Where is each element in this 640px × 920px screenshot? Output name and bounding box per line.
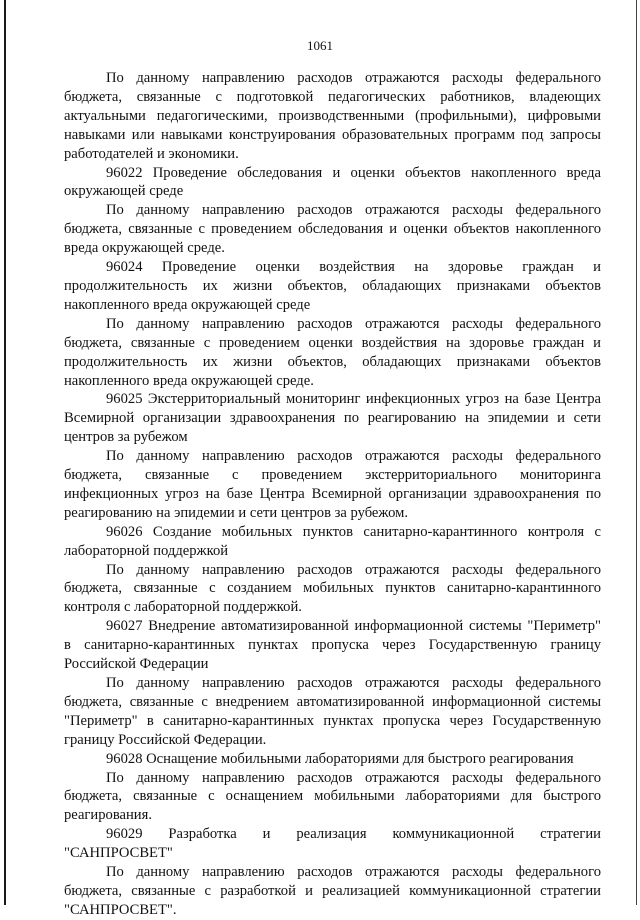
paragraph-expense-code-heading: 96028 Оснащение мобильными лабораториями для быстрого реагирования (106, 750, 574, 767)
paragraph-expense-description: По данному направлению расходов отражаются расходы федерального бюджета, связанные с разработкой и реализацией коммуникационной стратегии "САНПРОСВЕТ". (64, 864, 601, 918)
paragraph-expense-description: По данному направлению расходов отражаются расходы федерального бюджета, связанные с внедрением автоматизированной информационной системы "Периметр" в санитарно-карантинных пунктах пропуска через Государственную границу Российской Федерации. (64, 675, 601, 748)
paragraph-expense-code-heading: 96029 Разработка и реализация коммуникационной стратегии "САНПРОСВЕТ" (64, 826, 601, 862)
paragraph-expense-description: По данному направлению расходов отражаются расходы федерального бюджета, связанные с оснащением мобильными лабораториями для быстрого реагирования. (64, 769, 601, 824)
scan-edge-left (4, 0, 6, 905)
paragraph-expense-description: По данному направлению расходов отражаются расходы федерального бюджета, связанные с проведением экстерриториального мониторинга инфекционных угроз на базе Центра Всемирной организации здравоохранения по реагированию на эпидемии и сети центров за рубежом. (64, 448, 601, 521)
paragraph-expense-code-heading: 96022 Проведение обследования и оценки объектов накопленного вреда окружающей среде (64, 164, 601, 200)
paragraph-expense-description: По данному направлению расходов отражаются расходы федерального бюджета, связанные с подготовкой педагогических работников, владеющих актуальными педагогическими, производственными (профильными), цифровыми навыками или навыками конструирования образовательных программ под запросы работодателей и экономики. (64, 70, 601, 162)
page-number: 1061 (307, 38, 333, 53)
paragraph-expense-code-heading: 96025 Экстерриториальный мониторинг инфекционных угроз на базе Центра Всемирной организации здравоохранения по реагированию на эпидемии и сети центров за рубежом (64, 391, 601, 446)
paragraph-expense-description: По данному направлению расходов отражаются расходы федерального бюджета, связанные с созданием мобильных пунктов санитарно-карантинного контроля с лабораторной поддержкой. (64, 561, 601, 616)
paragraph-expense-code-heading: 96027 Внедрение автоматизированной информационной системы "Периметр" в санитарно-карантинных пунктах пропуска через Государственную границу Российской Федерации (64, 618, 601, 673)
paragraph-expense-description: По данному направлению расходов отражаются расходы федерального бюджета, связанные с проведением обследования и оценки объектов накопленного вреда окружающей среде. (64, 202, 601, 257)
paragraph-expense-description: По данному направлению расходов отражаются расходы федерального бюджета, связанные с проведением оценки воздействия на здоровье граждан и продолжительность их жизни объектов, обладающих признаками объектов накопленного вреда окружающей среде. (64, 315, 601, 389)
scan-edge-right (636, 0, 637, 905)
document-body (64, 69, 601, 920)
paragraph-expense-code-heading: 96024 Проведение оценки воздействия на здоровье граждан и продолжительность их жизни объектов, обладающих признаками объектов накопленного вреда окружающей среде (64, 259, 601, 313)
paragraph-expense-code-heading: 96026 Создание мобильных пунктов санитарно-карантинного контроля с лабораторной поддержкой (64, 523, 601, 559)
